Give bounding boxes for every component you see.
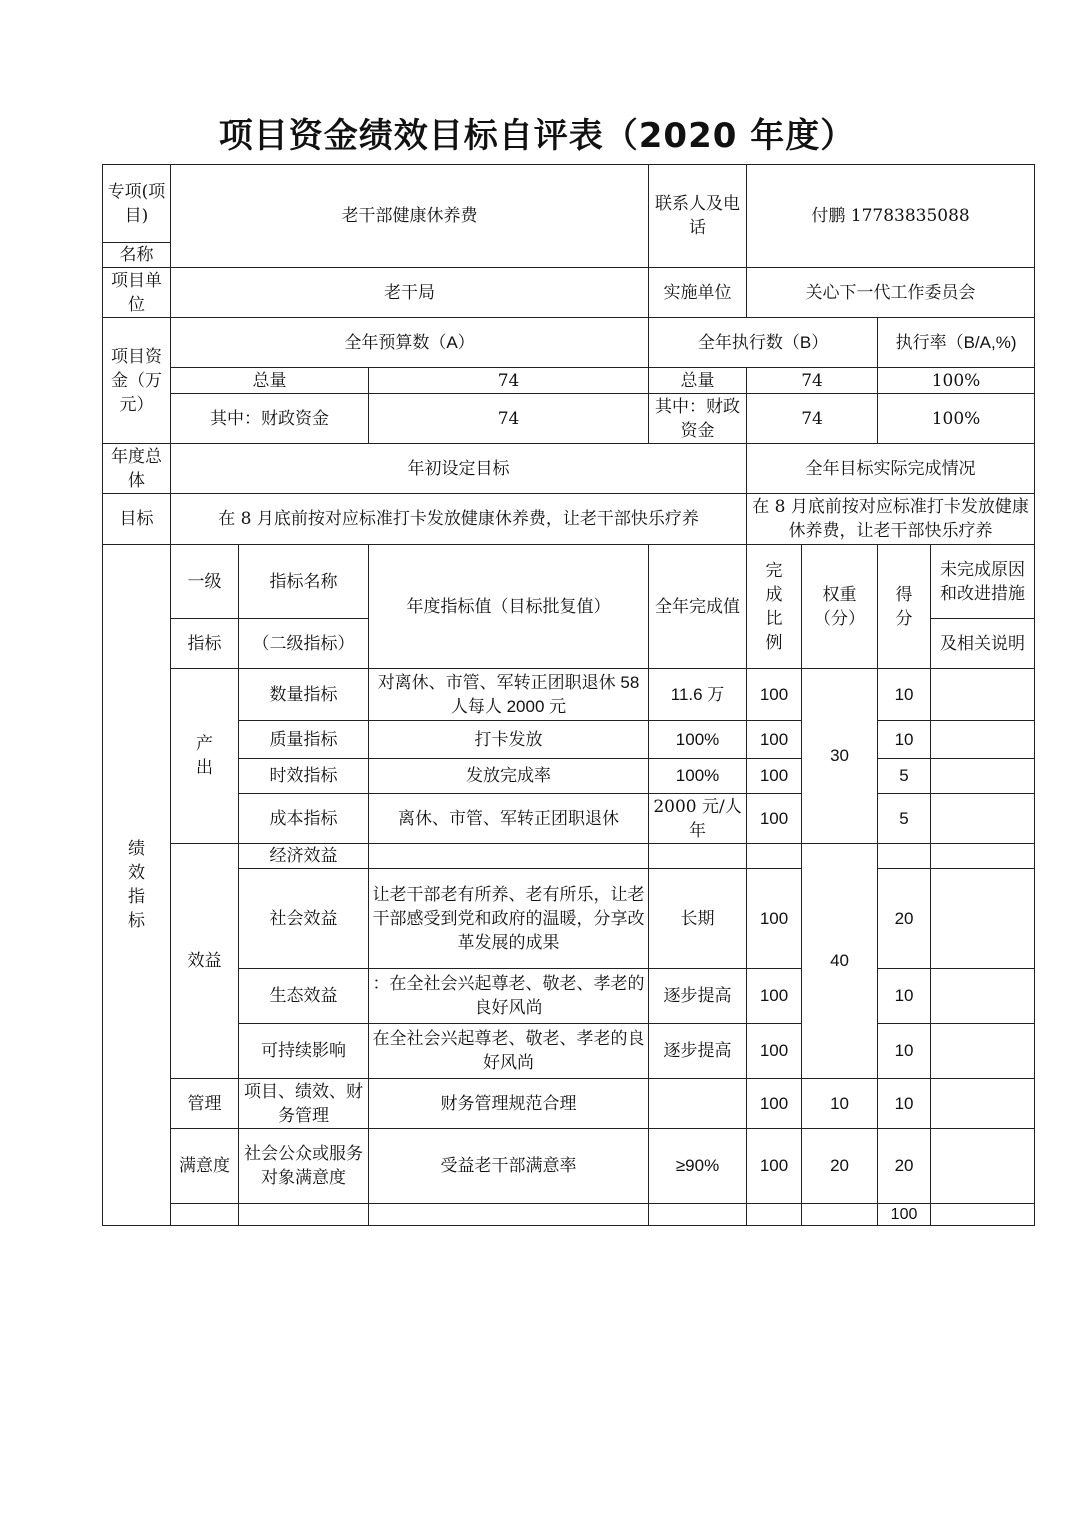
project-unit-label: 项目单位 <box>103 268 171 318</box>
indicator-reason <box>931 1024 1035 1079</box>
satisfaction-label: 满意度 <box>171 1129 239 1204</box>
fiscal-label-b: 其中：财政资金 <box>649 394 747 444</box>
table-row <box>103 869 1035 969</box>
header-indicator-name-tail: （二级指标） <box>239 619 369 669</box>
indicator-score: 10 <box>878 721 931 759</box>
table-row <box>103 721 1035 759</box>
indicator-name: 社会效益 <box>239 869 369 969</box>
rate-header: 执行率（B/A,%) <box>878 318 1035 368</box>
benefit-label: 效益 <box>171 844 239 1079</box>
header-level1-tail: 指标 <box>171 619 239 669</box>
table-row <box>103 1024 1035 1079</box>
indicator-actual: 100% <box>649 721 747 759</box>
project-name-label-tail: 名称 <box>103 243 171 268</box>
indicator-score: 10 <box>878 1079 931 1129</box>
total-weight: 100 <box>878 1204 931 1226</box>
indicator-target: 打卡发放 <box>369 721 649 759</box>
indicator-actual: ≥90% <box>649 1129 747 1204</box>
header-score: 得分 <box>878 545 931 669</box>
indicator-reason <box>931 844 1035 869</box>
total-label-a: 总量 <box>171 368 369 394</box>
indicator-name: 项目、绩效、财务管理 <box>239 1079 369 1129</box>
total-rate: 100% <box>878 368 1035 394</box>
indicator-ratio: 100 <box>747 759 802 794</box>
indicator-ratio: 100 <box>747 1024 802 1079</box>
mgmt-label: 管理 <box>171 1079 239 1129</box>
indicator-target: 财务管理规范合理 <box>369 1079 649 1129</box>
goal-planned-text: 在 8 月底前按对应标准打卡发放健康休养费，让老干部快乐疗养 <box>171 494 747 545</box>
impl-unit-value: 关心下一代工作委员会 <box>747 268 1035 318</box>
indicator-reason <box>931 759 1035 794</box>
indicator-target: 发放完成率 <box>369 759 649 794</box>
funds-label: 项目资金（万元） <box>103 318 171 444</box>
indicator-target: 受益老干部满意率 <box>369 1129 649 1204</box>
indicator-actual: 100% <box>649 759 747 794</box>
indicator-actual: 逐步提高 <box>649 1024 747 1079</box>
indicator-actual: 逐步提高 <box>649 969 747 1024</box>
total-row <box>103 1204 1035 1226</box>
indicator-actual: 长期 <box>649 869 747 969</box>
output-label: 产出 <box>171 669 239 844</box>
indicator-target <box>369 844 649 869</box>
indicator-score: 20 <box>878 869 931 969</box>
total-label-b: 总量 <box>649 368 747 394</box>
goal-label: 年度总体 <box>103 444 171 494</box>
indicator-ratio: 100 <box>747 869 802 969</box>
indicator-reason <box>931 1079 1035 1129</box>
indicator-reason <box>931 794 1035 844</box>
indicator-ratio: 100 <box>747 969 802 1024</box>
header-level1: 一级 <box>171 545 239 619</box>
goal-planned-header: 年初设定目标 <box>171 444 747 494</box>
fiscal-value-a: 74 <box>369 394 649 444</box>
fiscal-label-a: 其中：财政资金 <box>171 394 369 444</box>
project-name-label: 专项(项目) <box>103 165 171 243</box>
indicator-target: 离休、市管、军转正团职退休 <box>369 794 649 844</box>
exec-header: 全年执行数（B） <box>649 318 878 368</box>
indicator-name: 数量指标 <box>239 669 369 721</box>
indicator-name: 成本指标 <box>239 794 369 844</box>
table-row <box>103 969 1035 1024</box>
indicator-name: 社会公众或服务对象满意度 <box>239 1129 369 1204</box>
header-indicator-name: 指标名称 <box>239 545 369 619</box>
indicator-name: 生态效益 <box>239 969 369 1024</box>
indicator-reason <box>931 969 1035 1024</box>
fiscal-value-b: 74 <box>747 394 878 444</box>
indicator-weight: 10 <box>802 1079 878 1129</box>
indicator-actual: 11.6 万 <box>649 669 747 721</box>
goal-label-tail: 目标 <box>103 494 171 545</box>
impl-unit-label: 实施单位 <box>649 268 747 318</box>
header-reason: 未完成原因和改进措施 <box>931 545 1035 619</box>
indicator-reason <box>931 721 1035 759</box>
indicator-actual <box>649 844 747 869</box>
indicator-score: 5 <box>878 759 931 794</box>
header-reason-tail: 及相关说明 <box>931 619 1035 669</box>
table-row <box>103 759 1035 794</box>
contact-label: 联系人及电话 <box>649 165 747 268</box>
goal-actual-text: 在 8 月底前按对应标准打卡发放健康休养费，让老干部快乐疗养 <box>747 494 1035 545</box>
indicator-target: 在全社会兴起尊老、敬老、孝老的良好风尚 <box>369 1024 649 1079</box>
header-ratio: 完成比例 <box>747 545 802 669</box>
indicator-ratio: 100 <box>747 1129 802 1204</box>
project-name-value: 老干部健康休养费 <box>171 165 649 268</box>
page-title: 项目资金绩效目标自评表（2020 年度） <box>218 116 856 156</box>
indicator-score <box>878 844 931 869</box>
indicator-name: 质量指标 <box>239 721 369 759</box>
table-row <box>103 669 1035 721</box>
total-value-a: 74 <box>369 368 649 394</box>
indicator-ratio <box>747 844 802 869</box>
indicator-name: 时效指标 <box>239 759 369 794</box>
header-weight: 权重（分） <box>802 545 878 669</box>
table-row <box>103 1129 1035 1204</box>
benefit-weight: 40 <box>802 844 878 1079</box>
indicator-score: 20 <box>878 1129 931 1204</box>
indicator-actual: 2000 元/人年 <box>649 794 747 844</box>
perf-section-label: 绩效指标 <box>103 545 171 1226</box>
indicator-target: 让老干部老有所养、老有所乐，让老干部感受到党和政府的温暖，分享改革发展的成果 <box>369 869 649 969</box>
self-evaluation-table <box>102 164 1035 1226</box>
header-actual: 全年完成值 <box>649 545 747 669</box>
indicator-ratio: 100 <box>747 1079 802 1129</box>
indicator-ratio: 100 <box>747 721 802 759</box>
indicator-name: 可持续影响 <box>239 1024 369 1079</box>
total-value-b: 74 <box>747 368 878 394</box>
indicator-score: 10 <box>878 969 931 1024</box>
fiscal-rate: 100% <box>878 394 1035 444</box>
indicator-ratio: 100 <box>747 794 802 844</box>
indicator-actual <box>649 1079 747 1129</box>
goal-actual-header: 全年目标实际完成情况 <box>747 444 1035 494</box>
indicator-target: ：在全社会兴起尊老、敬老、孝老的良好风尚 <box>369 969 649 1024</box>
indicator-reason <box>931 869 1035 969</box>
indicator-score: 10 <box>878 1024 931 1079</box>
indicator-reason <box>931 1129 1035 1204</box>
table-row <box>103 1079 1035 1129</box>
indicator-score: 10 <box>878 669 931 721</box>
indicator-ratio: 100 <box>747 669 802 721</box>
table-row <box>103 794 1035 844</box>
indicator-score: 5 <box>878 794 931 844</box>
indicator-name: 经济效益 <box>239 844 369 869</box>
budget-header: 全年预算数（A） <box>171 318 649 368</box>
output-weight: 30 <box>802 669 878 844</box>
contact-value: 付鹏 17783835088 <box>747 165 1035 268</box>
indicator-weight: 20 <box>802 1129 878 1204</box>
header-target: 年度指标值（目标批复值） <box>369 545 649 669</box>
table-row <box>103 844 1035 869</box>
project-unit-value: 老干局 <box>171 268 649 318</box>
indicator-reason <box>931 669 1035 721</box>
indicator-target: 对离休、市管、军转正团职退休 58 人每人 2000 元 <box>369 669 649 721</box>
